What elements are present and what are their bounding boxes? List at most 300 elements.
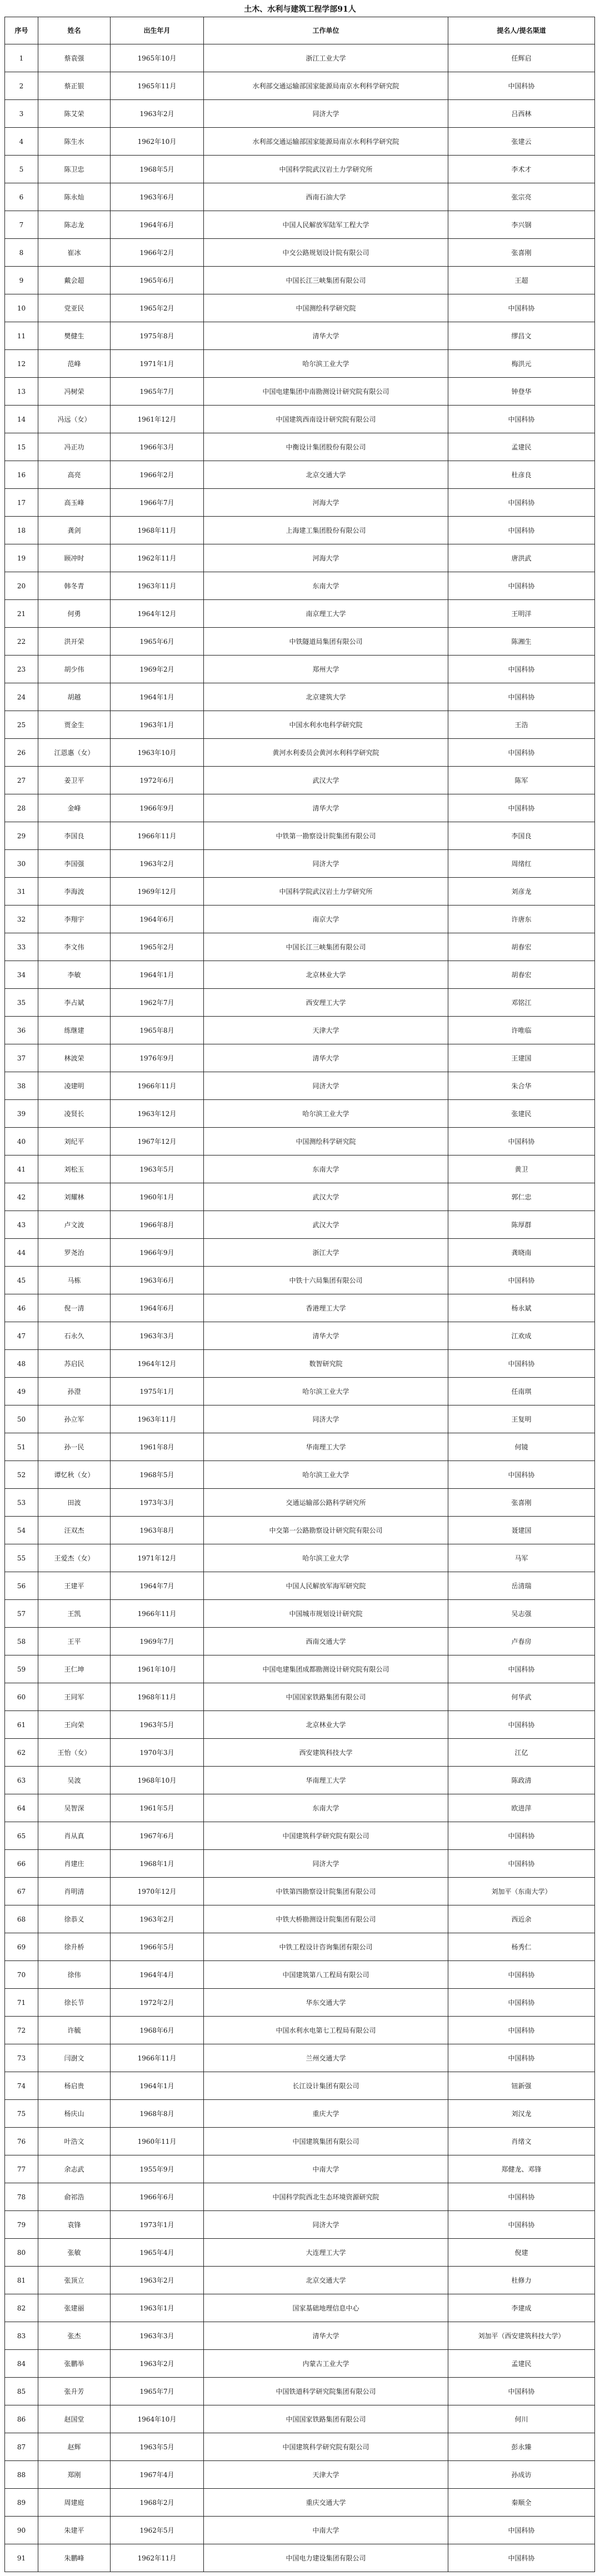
cell-name: 汪双杰	[38, 1517, 111, 1544]
cell-nominator: 中国科协	[448, 2183, 595, 2211]
cell-unit: 北京林业大学	[204, 1711, 448, 1739]
cell-birth: 1966年2月	[111, 239, 204, 267]
cell-birth: 1966年6月	[111, 2183, 204, 2211]
cell-name: 陈永灿	[38, 183, 111, 211]
table-row	[5, 1794, 595, 1822]
cell-nominator: 王超	[448, 267, 595, 294]
cell-unit: 长江设计集团有限公司	[204, 2072, 448, 2100]
table-row	[5, 100, 595, 128]
cell-name: 吴波	[38, 1767, 111, 1794]
cell-name: 李翔宇	[38, 906, 111, 933]
table-row	[5, 1433, 595, 1461]
table-row	[5, 656, 595, 683]
table-row	[5, 1128, 595, 1156]
cell-unit: 哈尔滨工业大学	[204, 1378, 448, 1405]
cell-nominator: 李国良	[448, 822, 595, 850]
cell-index: 35	[5, 989, 38, 1017]
table-row	[5, 461, 595, 489]
table-row	[5, 350, 595, 378]
cell-birth: 1969年2月	[111, 656, 204, 683]
cell-name: 顾冲时	[38, 544, 111, 572]
table-row	[5, 1489, 595, 1517]
cell-unit: 中国建筑集团有限公司	[204, 2128, 448, 2155]
cell-index: 42	[5, 1183, 38, 1211]
cell-nominator: 中国科协	[448, 2044, 595, 2072]
cell-nominator: 中国科协	[448, 1267, 595, 1294]
cell-nominator: 孙成访	[448, 2461, 595, 2489]
cell-nominator: 吕西林	[448, 100, 595, 128]
cell-nominator: 何川	[448, 2405, 595, 2433]
cell-unit: 北京交通大学	[204, 2267, 448, 2294]
cell-unit: 北京建筑大学	[204, 683, 448, 711]
cell-unit: 中国建筑科学研究院有限公司	[204, 2433, 448, 2461]
cell-birth: 1966年7月	[111, 489, 204, 517]
table-row	[5, 628, 595, 656]
cell-nominator: 陈政清	[448, 1767, 595, 1794]
cell-nominator: 中国科协	[448, 2017, 595, 2044]
cell-birth: 1968年10月	[111, 1767, 204, 1794]
cell-birth: 1965年7月	[111, 378, 204, 406]
cell-index: 59	[5, 1655, 38, 1683]
table-row	[5, 2211, 595, 2239]
cell-nominator: 张建云	[448, 128, 595, 156]
cell-nominator: 孟建民	[448, 2350, 595, 2378]
cell-nominator: 何华武	[448, 1683, 595, 1711]
cell-name: 张杰	[38, 2322, 111, 2350]
cell-index: 79	[5, 2211, 38, 2239]
table-row	[5, 2350, 595, 2378]
cell-unit: 中国电力建设集团有限公司	[204, 2544, 448, 2572]
cell-index: 49	[5, 1378, 38, 1405]
cell-birth: 1967年6月	[111, 1822, 204, 1850]
cell-nominator: 郑健龙、邓锋	[448, 2155, 595, 2183]
cell-name: 李占斌	[38, 989, 111, 1017]
cell-unit: 武汉大学	[204, 767, 448, 794]
table-row	[5, 1294, 595, 1322]
table-row	[5, 44, 595, 72]
cell-nominator: 江亿	[448, 1739, 595, 1767]
cell-unit: 华东交通大学	[204, 1989, 448, 2017]
cell-birth: 1963年10月	[111, 739, 204, 767]
cell-nominator: 孟建民	[448, 433, 595, 461]
cell-name: 徐升桥	[38, 1933, 111, 1961]
table-row	[5, 906, 595, 933]
cell-index: 52	[5, 1461, 38, 1489]
cell-nominator: 王浩	[448, 711, 595, 739]
cell-name: 杨启贵	[38, 2072, 111, 2100]
cell-birth: 1966年9月	[111, 794, 204, 822]
cell-index: 24	[5, 683, 38, 711]
cell-birth: 1968年6月	[111, 2017, 204, 2044]
cell-nominator: 聂建国	[448, 1517, 595, 1544]
table-row	[5, 683, 595, 711]
cell-unit: 水利部交通运输部国家能源局南京水利科学研究院	[204, 72, 448, 100]
cell-name: 叶浩文	[38, 2128, 111, 2155]
cell-unit: 天津大学	[204, 2461, 448, 2489]
cell-birth: 1966年9月	[111, 1239, 204, 1267]
cell-nominator: 秦顺全	[448, 2489, 595, 2517]
cell-name: 徐伟	[38, 1961, 111, 1989]
cell-nominator: 任南琪	[448, 1378, 595, 1405]
table-row	[5, 1767, 595, 1794]
cell-index: 90	[5, 2517, 38, 2544]
cell-birth: 1965年8月	[111, 1017, 204, 1044]
cell-birth: 1963年11月	[111, 572, 204, 600]
cell-unit: 哈尔滨工业大学	[204, 1100, 448, 1128]
cell-unit: 中铁工程设计咨询集团有限公司	[204, 1933, 448, 1961]
cell-nominator: 中国科协	[448, 72, 595, 100]
table-row	[5, 739, 595, 767]
cell-index: 69	[5, 1933, 38, 1961]
cell-unit: 浙江大学	[204, 1239, 448, 1267]
nominee-table	[4, 17, 595, 2572]
table-row	[5, 1655, 595, 1683]
cell-unit: 内蒙古工业大学	[204, 2350, 448, 2378]
cell-nominator: 中国科协	[448, 1989, 595, 2017]
cell-index: 84	[5, 2350, 38, 2378]
cell-unit: 西安理工大学	[204, 989, 448, 1017]
cell-index: 39	[5, 1100, 38, 1128]
cell-unit: 中国人民解放军海军研究院	[204, 1572, 448, 1600]
cell-birth: 1963年5月	[111, 2433, 204, 2461]
cell-unit: 西安建筑科技大学	[204, 1739, 448, 1767]
cell-unit: 中国科学院武汉岩土力学研究所	[204, 878, 448, 906]
cell-index: 47	[5, 1322, 38, 1350]
cell-index: 3	[5, 100, 38, 128]
cell-unit: 华南理工大学	[204, 1767, 448, 1794]
cell-name: 孙澄	[38, 1378, 111, 1405]
cell-name: 罗尧治	[38, 1239, 111, 1267]
page-title: 土木、水利与建筑工程学部91人	[244, 5, 356, 14]
cell-nominator: 中国科协	[448, 683, 595, 711]
cell-birth: 1975年8月	[111, 322, 204, 350]
cell-birth: 1966年3月	[111, 433, 204, 461]
cell-name: 蔡袁强	[38, 44, 111, 72]
cell-index: 4	[5, 128, 38, 156]
cell-nominator: 李术才	[448, 156, 595, 183]
cell-nominator: 张宗亮	[448, 183, 595, 211]
table-row	[5, 572, 595, 600]
cell-birth: 1963年1月	[111, 2294, 204, 2322]
table-row	[5, 517, 595, 544]
header-unit: 工作单位	[204, 17, 448, 44]
cell-nominator: 中国科协	[448, 1655, 595, 1683]
table-row	[5, 1267, 595, 1294]
cell-index: 58	[5, 1628, 38, 1655]
table-row	[5, 544, 595, 572]
table-row	[5, 1100, 595, 1128]
cell-unit: 郑州大学	[204, 656, 448, 683]
cell-unit: 哈尔滨工业大学	[204, 1461, 448, 1489]
cell-unit: 东南大学	[204, 572, 448, 600]
cell-nominator: 刘加平（东南大学）	[448, 1878, 595, 1905]
cell-name: 倪一清	[38, 1294, 111, 1322]
cell-unit: 同济大学	[204, 2211, 448, 2239]
cell-birth: 1966年11月	[111, 822, 204, 850]
cell-nominator: 胡春宏	[448, 933, 595, 961]
cell-name: 洪开荣	[38, 628, 111, 656]
cell-name: 戴会超	[38, 267, 111, 294]
cell-nominator: 中国科协	[448, 2517, 595, 2544]
table-body	[5, 44, 595, 2572]
cell-unit: 清华大学	[204, 1322, 448, 1350]
cell-unit: 清华大学	[204, 794, 448, 822]
cell-unit: 重庆交通大学	[204, 2489, 448, 2517]
cell-birth: 1963年1月	[111, 711, 204, 739]
cell-birth: 1969年12月	[111, 878, 204, 906]
cell-unit: 中国国家铁路集团有限公司	[204, 2405, 448, 2433]
table-row	[5, 489, 595, 517]
cell-index: 33	[5, 933, 38, 961]
table-row	[5, 433, 595, 461]
cell-nominator: 江欢成	[448, 1322, 595, 1350]
table-row	[5, 2378, 595, 2405]
cell-unit: 中国水利水电第七工程局有限公司	[204, 2017, 448, 2044]
cell-nominator: 中国科协	[448, 1711, 595, 1739]
cell-birth: 1968年5月	[111, 1461, 204, 1489]
cell-unit: 中铁大桥勘测设计院集团有限公司	[204, 1905, 448, 1933]
cell-unit: 中铁第一勘察设计院集团有限公司	[204, 822, 448, 850]
cell-nominator: 胡春宏	[448, 961, 595, 989]
cell-name: 张顶立	[38, 2267, 111, 2294]
cell-index: 73	[5, 2044, 38, 2072]
cell-name: 赵国堂	[38, 2405, 111, 2433]
cell-index: 46	[5, 1294, 38, 1322]
table-row	[5, 850, 595, 878]
cell-name: 王平	[38, 1628, 111, 1655]
cell-index: 16	[5, 461, 38, 489]
cell-name: 朱建平	[38, 2517, 111, 2544]
cell-birth: 1964年6月	[111, 906, 204, 933]
cell-nominator: 周绪红	[448, 850, 595, 878]
cell-unit: 南京理工大学	[204, 600, 448, 628]
cell-unit: 同济大学	[204, 1850, 448, 1878]
cell-unit: 清华大学	[204, 1044, 448, 1072]
table-row	[5, 239, 595, 267]
cell-nominator: 杨永斌	[448, 1294, 595, 1322]
cell-birth: 1962年11月	[111, 2544, 204, 2572]
cell-index: 55	[5, 1544, 38, 1572]
table-row	[5, 1350, 595, 1378]
cell-birth: 1961年8月	[111, 1433, 204, 1461]
cell-index: 21	[5, 600, 38, 628]
table-row	[5, 2155, 595, 2183]
cell-name: 冯正功	[38, 433, 111, 461]
cell-index: 8	[5, 239, 38, 267]
cell-unit: 中国电建集团中南勘测设计研究院有限公司	[204, 378, 448, 406]
cell-unit: 中铁隧道局集团有限公司	[204, 628, 448, 656]
cell-index: 61	[5, 1711, 38, 1739]
cell-birth: 1964年12月	[111, 1350, 204, 1378]
table-row	[5, 1961, 595, 1989]
cell-name: 冯远（女）	[38, 406, 111, 433]
cell-birth: 1964年4月	[111, 1961, 204, 1989]
cell-birth: 1964年1月	[111, 683, 204, 711]
cell-index: 67	[5, 1878, 38, 1905]
table-row	[5, 2072, 595, 2100]
table-row	[5, 211, 595, 239]
cell-unit: 大连理工大学	[204, 2239, 448, 2267]
cell-nominator: 郭仁忠	[448, 1183, 595, 1211]
cell-birth: 1968年11月	[111, 1683, 204, 1711]
cell-nominator: 中国科协	[448, 572, 595, 600]
cell-unit: 国家基础地理信息中心	[204, 2294, 448, 2322]
cell-birth: 1963年12月	[111, 1100, 204, 1128]
cell-name: 冯树荣	[38, 378, 111, 406]
cell-birth: 1972年6月	[111, 767, 204, 794]
cell-name: 李文伟	[38, 933, 111, 961]
cell-name: 金峰	[38, 794, 111, 822]
table-row	[5, 2544, 595, 2572]
cell-nominator: 何镜	[448, 1433, 595, 1461]
cell-birth: 1964年7月	[111, 1572, 204, 1600]
cell-birth: 1962年10月	[111, 128, 204, 156]
cell-nominator: 李兴钢	[448, 211, 595, 239]
cell-unit: 水利部交通运输部国家能源局南京水利科学研究院	[204, 128, 448, 156]
cell-name: 马栋	[38, 1267, 111, 1294]
cell-unit: 中交第一公路勘察设计研究院有限公司	[204, 1517, 448, 1544]
cell-birth: 1968年1月	[111, 1850, 204, 1878]
cell-index: 65	[5, 1822, 38, 1850]
cell-name: 张鹏举	[38, 2350, 111, 2378]
cell-nominator: 中国科协	[448, 2378, 595, 2405]
cell-name: 胡少伟	[38, 656, 111, 683]
cell-unit: 中衡设计集团股份有限公司	[204, 433, 448, 461]
table-row	[5, 1878, 595, 1905]
cell-unit: 华南理工大学	[204, 1433, 448, 1461]
cell-name: 肖明清	[38, 1878, 111, 1905]
cell-name: 贾金生	[38, 711, 111, 739]
cell-birth: 1963年5月	[111, 1156, 204, 1183]
cell-nominator: 中国科协	[448, 1350, 595, 1378]
table-row	[5, 794, 595, 822]
cell-birth: 1963年8月	[111, 1517, 204, 1544]
cell-name: 李海波	[38, 878, 111, 906]
cell-index: 63	[5, 1767, 38, 1794]
table-row	[5, 1017, 595, 1044]
cell-unit: 黄河水利委员会黄河水利科学研究院	[204, 739, 448, 767]
cell-nominator: 邓铭江	[448, 989, 595, 1017]
cell-index: 22	[5, 628, 38, 656]
cell-unit: 兰州交通大学	[204, 2044, 448, 2072]
cell-birth: 1963年6月	[111, 183, 204, 211]
table-row	[5, 1211, 595, 1239]
table-row	[5, 156, 595, 183]
cell-unit: 中国科学院西北生态环境资源研究院	[204, 2183, 448, 2211]
cell-nominator: 岳清瑞	[448, 1572, 595, 1600]
cell-birth: 1970年3月	[111, 1739, 204, 1767]
cell-nominator: 王明洋	[448, 600, 595, 628]
cell-unit: 中铁十六局集团有限公司	[204, 1267, 448, 1294]
cell-unit: 中国建筑第八工程局有限公司	[204, 1961, 448, 1989]
cell-name: 余志武	[38, 2155, 111, 2183]
cell-birth: 1965年2月	[111, 933, 204, 961]
table-row	[5, 2405, 595, 2433]
cell-birth: 1964年1月	[111, 961, 204, 989]
cell-name: 孙一民	[38, 1433, 111, 1461]
cell-unit: 西南石油大学	[204, 183, 448, 211]
cell-nominator: 龚晓南	[448, 1239, 595, 1267]
cell-nominator: 王复明	[448, 1405, 595, 1433]
table-row	[5, 1461, 595, 1489]
cell-name: 崔冰	[38, 239, 111, 267]
cell-name: 高玉峰	[38, 489, 111, 517]
cell-birth: 1964年6月	[111, 211, 204, 239]
cell-index: 17	[5, 489, 38, 517]
cell-index: 12	[5, 350, 38, 378]
cell-index: 9	[5, 267, 38, 294]
cell-name: 陈生水	[38, 128, 111, 156]
cell-name: 王建平	[38, 1572, 111, 1600]
cell-nominator: 钮新强	[448, 2072, 595, 2100]
table-row	[5, 1405, 595, 1433]
cell-birth: 1966年2月	[111, 461, 204, 489]
cell-unit: 同济大学	[204, 1405, 448, 1433]
cell-name: 俞祁浩	[38, 2183, 111, 2211]
cell-nominator: 杨秀仁	[448, 1933, 595, 1961]
table-row	[5, 183, 595, 211]
table-row	[5, 2433, 595, 2461]
cell-name: 姜卫平	[38, 767, 111, 794]
cell-name: 韩冬青	[38, 572, 111, 600]
cell-index: 71	[5, 1989, 38, 2017]
cell-nominator: 张喜刚	[448, 1489, 595, 1517]
cell-birth: 1964年10月	[111, 2405, 204, 2433]
cell-unit: 重庆大学	[204, 2100, 448, 2128]
cell-nominator: 黄卫	[448, 1156, 595, 1183]
cell-birth: 1966年11月	[111, 1600, 204, 1628]
table-row	[5, 72, 595, 100]
cell-name: 张建丽	[38, 2294, 111, 2322]
cell-birth: 1965年4月	[111, 2239, 204, 2267]
cell-index: 41	[5, 1156, 38, 1183]
cell-index: 23	[5, 656, 38, 683]
cell-unit: 清华大学	[204, 2322, 448, 2350]
table-row	[5, 1739, 595, 1767]
cell-name: 练继建	[38, 1017, 111, 1044]
cell-unit: 南京大学	[204, 906, 448, 933]
cell-birth: 1966年8月	[111, 1211, 204, 1239]
table-row	[5, 1572, 595, 1600]
table-row	[5, 1683, 595, 1711]
cell-birth: 1963年6月	[111, 1267, 204, 1294]
cell-name: 赵辉	[38, 2433, 111, 2461]
cell-unit: 浙江工业大学	[204, 44, 448, 72]
cell-name: 王向荣	[38, 1711, 111, 1739]
cell-birth: 1965年2月	[111, 294, 204, 322]
cell-nominator: 中国科协	[448, 656, 595, 683]
cell-nominator: 中国科协	[448, 1461, 595, 1489]
cell-unit: 东南大学	[204, 1156, 448, 1183]
cell-birth: 1963年2月	[111, 100, 204, 128]
cell-birth: 1968年5月	[111, 156, 204, 183]
cell-unit: 中国建筑西南设计研究院有限公司	[204, 406, 448, 433]
table-row	[5, 1989, 595, 2017]
cell-nominator: 王建国	[448, 1044, 595, 1072]
table-row	[5, 322, 595, 350]
cell-unit: 中国测绘科学研究院	[204, 1128, 448, 1156]
cell-nominator: 中国科协	[448, 2211, 595, 2239]
cell-nominator: 中国科协	[448, 739, 595, 767]
table-row	[5, 1933, 595, 1961]
cell-birth: 1963年2月	[111, 1905, 204, 1933]
cell-name: 龚剑	[38, 517, 111, 544]
cell-nominator: 李建成	[448, 2294, 595, 2322]
table-row	[5, 2489, 595, 2517]
cell-index: 25	[5, 711, 38, 739]
cell-index: 89	[5, 2489, 38, 2517]
cell-birth: 1966年5月	[111, 1933, 204, 1961]
